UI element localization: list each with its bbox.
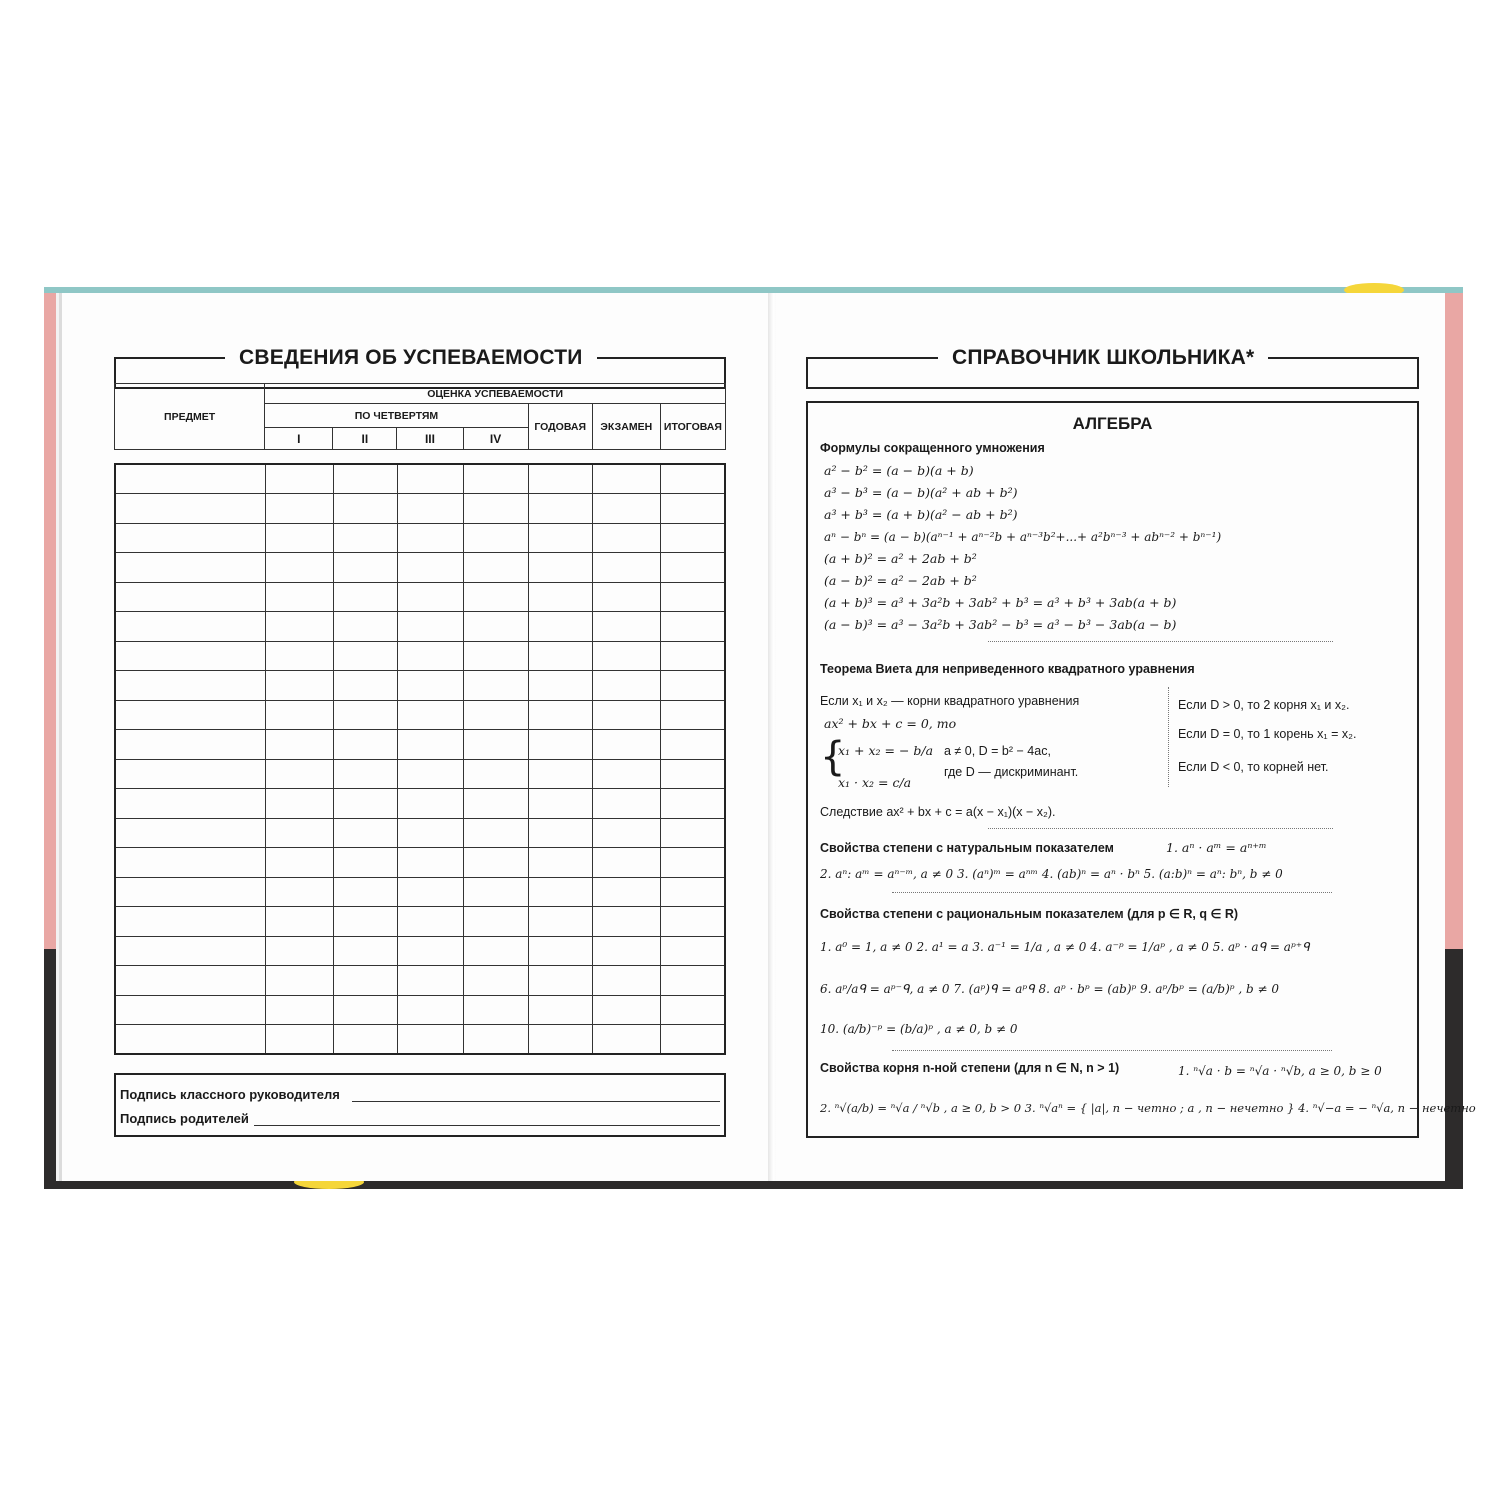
subject-cell[interactable]: [115, 789, 265, 819]
grade-cell[interactable]: [333, 464, 397, 494]
grade-cell[interactable]: [528, 641, 592, 671]
grade-cell[interactable]: [592, 848, 660, 878]
grade-cell[interactable]: [463, 936, 528, 966]
grade-cell[interactable]: [397, 671, 463, 701]
grade-cell[interactable]: [333, 759, 397, 789]
grade-cell[interactable]: [660, 759, 725, 789]
signature-teacher-line[interactable]: [352, 1101, 720, 1102]
vieta-condition: где D — дискриминант.: [944, 765, 1079, 779]
grade-cell[interactable]: [265, 671, 333, 701]
grade-cell[interactable]: [265, 523, 333, 553]
grade-cell[interactable]: [660, 818, 725, 848]
grade-cell[interactable]: [463, 759, 528, 789]
grade-cell[interactable]: [660, 612, 725, 642]
grade-cell[interactable]: [333, 582, 397, 612]
subject-cell[interactable]: [115, 582, 265, 612]
subject-cell[interactable]: [115, 907, 265, 937]
table-row: [115, 848, 725, 878]
grade-cell[interactable]: [397, 730, 463, 760]
grade-cell[interactable]: [528, 759, 592, 789]
vieta-corollary: Следствие ax² + bx + c = a(x − x₁)(x − x₂).: [820, 805, 1056, 819]
signature-parents-line[interactable]: [254, 1125, 720, 1126]
grade-cell[interactable]: [265, 641, 333, 671]
subject-cell[interactable]: [115, 936, 265, 966]
grade-cell[interactable]: [397, 877, 463, 907]
vieta-root-case: Если D < 0, то корней нет.: [1178, 760, 1329, 774]
grade-cell[interactable]: [660, 671, 725, 701]
grade-cell[interactable]: [333, 818, 397, 848]
grade-cell[interactable]: [660, 700, 725, 730]
grade-cell[interactable]: [592, 494, 660, 524]
grade-cell[interactable]: [660, 1025, 725, 1055]
grade-cell[interactable]: [265, 966, 333, 996]
grade-cell[interactable]: [660, 641, 725, 671]
grade-cell[interactable]: [660, 523, 725, 553]
grade-cell[interactable]: [265, 995, 333, 1025]
grade-cell[interactable]: [397, 641, 463, 671]
subject-cell[interactable]: [115, 464, 265, 494]
formula: (a + b)³ = a³ + 3a²b + 3ab² + b³ = a³ + b³ + 3ab(a + b): [824, 595, 1177, 610]
final-header: ИТОГОВАЯ: [660, 404, 725, 450]
right-page: [776, 293, 1476, 1181]
signature-teacher-label: Подпись классного руководителя: [120, 1087, 340, 1102]
grade-cell[interactable]: [528, 936, 592, 966]
table-row: [115, 582, 725, 612]
grade-cell[interactable]: [592, 700, 660, 730]
grade-cell[interactable]: [528, 789, 592, 819]
grade-cell[interactable]: [333, 553, 397, 583]
subject-cell[interactable]: [115, 848, 265, 878]
vieta-title: Теорема Виета для неприведенного квадратного уравнения: [820, 662, 1195, 676]
grade-cell[interactable]: [592, 936, 660, 966]
grade-cell[interactable]: [397, 907, 463, 937]
grade-cell[interactable]: [592, 789, 660, 819]
natural-power-title: Свойства степени с натуральным показателем: [820, 841, 1114, 855]
grade-cell[interactable]: [333, 523, 397, 553]
grade-cell[interactable]: [265, 730, 333, 760]
grade-cell[interactable]: [528, 464, 592, 494]
grade-cell[interactable]: [333, 966, 397, 996]
reference-frame: [806, 401, 1476, 1138]
table-row: [115, 818, 725, 848]
grade-cell[interactable]: [397, 995, 463, 1025]
grade-cell[interactable]: [463, 671, 528, 701]
subject-cell[interactable]: [115, 671, 265, 701]
grade-cell[interactable]: [463, 730, 528, 760]
subject-cell[interactable]: [115, 494, 265, 524]
dotted-divider: [1168, 687, 1169, 787]
grade-cell[interactable]: [592, 877, 660, 907]
subject-cell[interactable]: [115, 818, 265, 848]
grades-header-table: [114, 383, 726, 450]
grade-cell[interactable]: [397, 936, 463, 966]
grade-cell[interactable]: [333, 1025, 397, 1055]
grade-cell[interactable]: [265, 464, 333, 494]
formula: 2. ⁿ√(a/b) = ⁿ√a / ⁿ√b , a ≥ 0, b > 0 3. ⁿ√aⁿ = { |a|, n − четно ; a , n − нечетно } 4. ⁿ√−a = − ⁿ√a, n − нечетно: [820, 1101, 1476, 1115]
grade-cell[interactable]: [397, 759, 463, 789]
page-title: СПРАВОЧНИК ШКОЛЬНИКА*: [938, 346, 1268, 370]
table-row: [115, 641, 725, 671]
grade-cell[interactable]: [592, 612, 660, 642]
grade-cell[interactable]: [463, 877, 528, 907]
grade-cell[interactable]: [265, 759, 333, 789]
grade-cell[interactable]: [463, 789, 528, 819]
root-title: Свойства корня n-ной степени (для n ∈ N, n > 1): [820, 1061, 1120, 1075]
table-row: [115, 612, 725, 642]
formula: 1. aⁿ · aᵐ = aⁿ⁺ᵐ: [1166, 840, 1267, 855]
grade-cell[interactable]: [592, 582, 660, 612]
grade-cell[interactable]: [265, 848, 333, 878]
rational-power-title: Свойства степени с рациональным показателем (для p ∈ R, q ∈ R): [820, 907, 1239, 921]
table-row: [115, 464, 725, 494]
grade-cell[interactable]: [397, 818, 463, 848]
formula: 1. a⁰ = 1, a ≠ 0 2. a¹ = a 3. a⁻¹ = 1/a , a ≠ 0 4. a⁻ᵖ = 1/aᵖ , a ≠ 0 5. aᵖ · aᑫ = aᵖ⁺ᑫ: [820, 940, 1310, 954]
vieta-condition: a ≠ 0, D = b² − 4ac,: [944, 744, 1051, 758]
dotted-separator: [988, 641, 1333, 642]
grade-cell[interactable]: [333, 671, 397, 701]
subject-cell[interactable]: [115, 612, 265, 642]
subject-header: ПРЕДМЕТ: [115, 384, 265, 450]
grade-cell[interactable]: [463, 582, 528, 612]
grade-cell[interactable]: [592, 818, 660, 848]
grade-cell[interactable]: [265, 1025, 333, 1055]
grade-cell[interactable]: [528, 730, 592, 760]
subject-cell[interactable]: [115, 641, 265, 671]
grade-cell[interactable]: [265, 907, 333, 937]
subject-cell[interactable]: [115, 730, 265, 760]
formula: 2. aⁿ: aᵐ = aⁿ⁻ᵐ, a ≠ 0 3. (aⁿ)ᵐ = aⁿᵐ 4. (ab)ⁿ = aⁿ · bⁿ 5. (a:b)ⁿ = aⁿ: bⁿ, b ≠ 0: [820, 867, 1283, 881]
table-row: [115, 936, 725, 966]
table-row: [115, 494, 725, 524]
grade-cell[interactable]: [592, 995, 660, 1025]
formula: a² − b² = (a − b)(a + b): [824, 463, 974, 478]
grade-cell[interactable]: [463, 523, 528, 553]
subject-cell[interactable]: [115, 877, 265, 907]
grade-cell[interactable]: [397, 464, 463, 494]
grades-table: [114, 463, 726, 1055]
signature-box: [114, 1073, 726, 1137]
quarter-header: II: [333, 428, 397, 450]
formula: a³ + b³ = (a + b)(a² − ab + b²): [824, 507, 1018, 522]
grade-cell[interactable]: [265, 494, 333, 524]
grade-cell[interactable]: [528, 877, 592, 907]
table-row: [115, 730, 725, 760]
grade-cell[interactable]: [528, 494, 592, 524]
grade-cell[interactable]: [463, 1025, 528, 1055]
annual-header: ГОДОВАЯ: [528, 404, 592, 450]
grade-cell[interactable]: [592, 553, 660, 583]
grade-cell[interactable]: [463, 700, 528, 730]
grade-cell[interactable]: [397, 966, 463, 996]
quarter-header: I: [265, 428, 333, 450]
formula: aⁿ − bⁿ = (a − b)(aⁿ⁻¹ + aⁿ⁻²b + aⁿ⁻³b²+...+ a²bⁿ⁻³ + abⁿ⁻² + bⁿ⁻¹): [824, 530, 1222, 544]
grade-cell[interactable]: [333, 848, 397, 878]
grade-cell[interactable]: [592, 730, 660, 760]
grade-cell[interactable]: [528, 995, 592, 1025]
grade-cell[interactable]: [265, 877, 333, 907]
table-row: [115, 877, 725, 907]
grade-cell[interactable]: [333, 730, 397, 760]
grade-cell[interactable]: [397, 789, 463, 819]
grade-cell[interactable]: [265, 612, 333, 642]
system-brace: {: [820, 734, 846, 780]
grade-cell[interactable]: [660, 877, 725, 907]
formula: 6. aᵖ/aᑫ = aᵖ⁻ᑫ, a ≠ 0 7. (aᵖ)ᑫ = aᵖᑫ 8. aᵖ · bᵖ = (ab)ᵖ 9. aᵖ/bᵖ = (a/b)ᵖ , b ≠ 0: [820, 982, 1280, 996]
table-row: [115, 789, 725, 819]
grade-cell[interactable]: [660, 995, 725, 1025]
grade-cell[interactable]: [592, 907, 660, 937]
signature-parents-label: Подпись родителей: [120, 1111, 249, 1126]
subject-cell[interactable]: [115, 966, 265, 996]
subject-cell[interactable]: [115, 995, 265, 1025]
quarter-header: III: [397, 428, 463, 450]
grade-cell[interactable]: [265, 818, 333, 848]
grade-cell[interactable]: [660, 494, 725, 524]
vieta-product: x₁ · x₂ = c/a: [838, 775, 912, 790]
grade-cell[interactable]: [463, 612, 528, 642]
grade-cell[interactable]: [265, 936, 333, 966]
grade-cell[interactable]: [397, 523, 463, 553]
table-row: [115, 671, 725, 701]
grade-cell[interactable]: [660, 907, 725, 937]
grade-cell[interactable]: [592, 671, 660, 701]
table-row: [115, 700, 725, 730]
formula: a³ − b³ = (a − b)(a² + ab + b²): [824, 485, 1018, 500]
table-row: [115, 553, 725, 583]
grade-header: ОЦЕНКА УСПЕВАЕМОСТИ: [265, 384, 726, 404]
grade-cell[interactable]: [528, 700, 592, 730]
vieta-equation: ax² + bx + c = 0, то: [824, 716, 957, 731]
grade-cell[interactable]: [333, 936, 397, 966]
grade-cell[interactable]: [528, 523, 592, 553]
quarter-header: IV: [463, 428, 528, 450]
grade-cell[interactable]: [463, 907, 528, 937]
grade-cell[interactable]: [528, 1025, 592, 1055]
grade-cell[interactable]: [592, 966, 660, 996]
grade-cell[interactable]: [265, 700, 333, 730]
quarters-header: ПО ЧЕТВЕРТЯМ: [265, 404, 528, 428]
table-row: [115, 759, 725, 789]
page-title: СВЕДЕНИЯ ОБ УСПЕВАЕМОСТИ: [225, 346, 597, 370]
formula: (a + b)² = a² + 2ab + b²: [824, 551, 977, 566]
subject-cell[interactable]: [115, 759, 265, 789]
grade-cell[interactable]: [397, 494, 463, 524]
grade-cell[interactable]: [397, 1025, 463, 1055]
grade-cell[interactable]: [660, 582, 725, 612]
left-page: [62, 293, 772, 1181]
grade-cell[interactable]: [265, 789, 333, 819]
grade-cell[interactable]: [333, 877, 397, 907]
table-row: [115, 523, 725, 553]
grade-cell[interactable]: [660, 553, 725, 583]
grade-cell[interactable]: [463, 553, 528, 583]
grade-cell[interactable]: [463, 966, 528, 996]
formula: 10. (a/b)⁻ᵖ = (b/a)ᵖ , a ≠ 0, b ≠ 0: [820, 1022, 1018, 1036]
grade-cell[interactable]: [528, 582, 592, 612]
dotted-separator: [988, 828, 1333, 829]
grade-cell[interactable]: [333, 700, 397, 730]
grade-cell[interactable]: [397, 582, 463, 612]
grade-cell[interactable]: [660, 730, 725, 760]
grade-cell[interactable]: [463, 995, 528, 1025]
grade-cell[interactable]: [528, 907, 592, 937]
formula: 1. ⁿ√a · b = ⁿ√a · ⁿ√b, a ≥ 0, b ≥ 0: [1178, 1064, 1382, 1078]
grade-cell[interactable]: [528, 848, 592, 878]
grade-cell[interactable]: [592, 1025, 660, 1055]
grade-cell[interactable]: [660, 966, 725, 996]
dotted-separator: [892, 1050, 1332, 1051]
grade-cell[interactable]: [528, 553, 592, 583]
table-row: [115, 966, 725, 996]
grade-cell[interactable]: [333, 907, 397, 937]
subject-cell[interactable]: [115, 523, 265, 553]
exam-header: ЭКЗАМЕН: [592, 404, 660, 450]
table-row: [115, 907, 725, 937]
grade-cell[interactable]: [592, 641, 660, 671]
grade-cell[interactable]: [463, 848, 528, 878]
grade-cell[interactable]: [660, 464, 725, 494]
grade-cell[interactable]: [592, 759, 660, 789]
grade-cell[interactable]: [397, 553, 463, 583]
grade-cell[interactable]: [660, 936, 725, 966]
abbrev-title: Формулы сокращенного умножения: [820, 441, 1045, 455]
table-row: [115, 1025, 725, 1055]
grade-cell[interactable]: [333, 995, 397, 1025]
grade-cell[interactable]: [265, 582, 333, 612]
grade-cell[interactable]: [333, 494, 397, 524]
section-title: АЛГЕБРА: [1072, 414, 1153, 433]
vieta-text: Если x₁ и x₂ — корни квадратного уравнения: [820, 694, 1080, 708]
grade-cell[interactable]: [463, 464, 528, 494]
vieta-root-case: Если D = 0, то 1 корень x₁ = x₂.: [1178, 727, 1357, 741]
grade-cell[interactable]: [463, 494, 528, 524]
grade-cell[interactable]: [333, 612, 397, 642]
subject-cell[interactable]: [115, 1025, 265, 1055]
formula: (a − b)³ = a³ − 3a²b + 3ab² − b³ = a³ − b³ − 3ab(a − b): [824, 617, 1177, 632]
grade-cell[interactable]: [463, 818, 528, 848]
grade-cell[interactable]: [528, 818, 592, 848]
grade-cell[interactable]: [397, 612, 463, 642]
grade-cell[interactable]: [333, 641, 397, 671]
grade-cell[interactable]: [528, 671, 592, 701]
grade-cell[interactable]: [397, 848, 463, 878]
grade-cell[interactable]: [265, 553, 333, 583]
grade-cell[interactable]: [592, 464, 660, 494]
table-row: [115, 995, 725, 1025]
subject-cell[interactable]: [115, 700, 265, 730]
vieta-sum: x₁ + x₂ = − b/a: [838, 743, 934, 758]
grade-cell[interactable]: [592, 523, 660, 553]
grade-cell[interactable]: [397, 700, 463, 730]
grade-cell[interactable]: [528, 612, 592, 642]
subject-cell[interactable]: [115, 553, 265, 583]
grade-cell[interactable]: [528, 966, 592, 996]
formula: (a − b)² = a² − 2ab + b²: [824, 573, 977, 588]
vieta-root-case: Если D > 0, то 2 корня x₁ и x₂.: [1178, 698, 1350, 712]
grade-cell[interactable]: [660, 848, 725, 878]
grade-cell[interactable]: [463, 641, 528, 671]
grade-cell[interactable]: [660, 789, 725, 819]
dotted-separator: [892, 892, 1332, 893]
grade-cell[interactable]: [333, 789, 397, 819]
